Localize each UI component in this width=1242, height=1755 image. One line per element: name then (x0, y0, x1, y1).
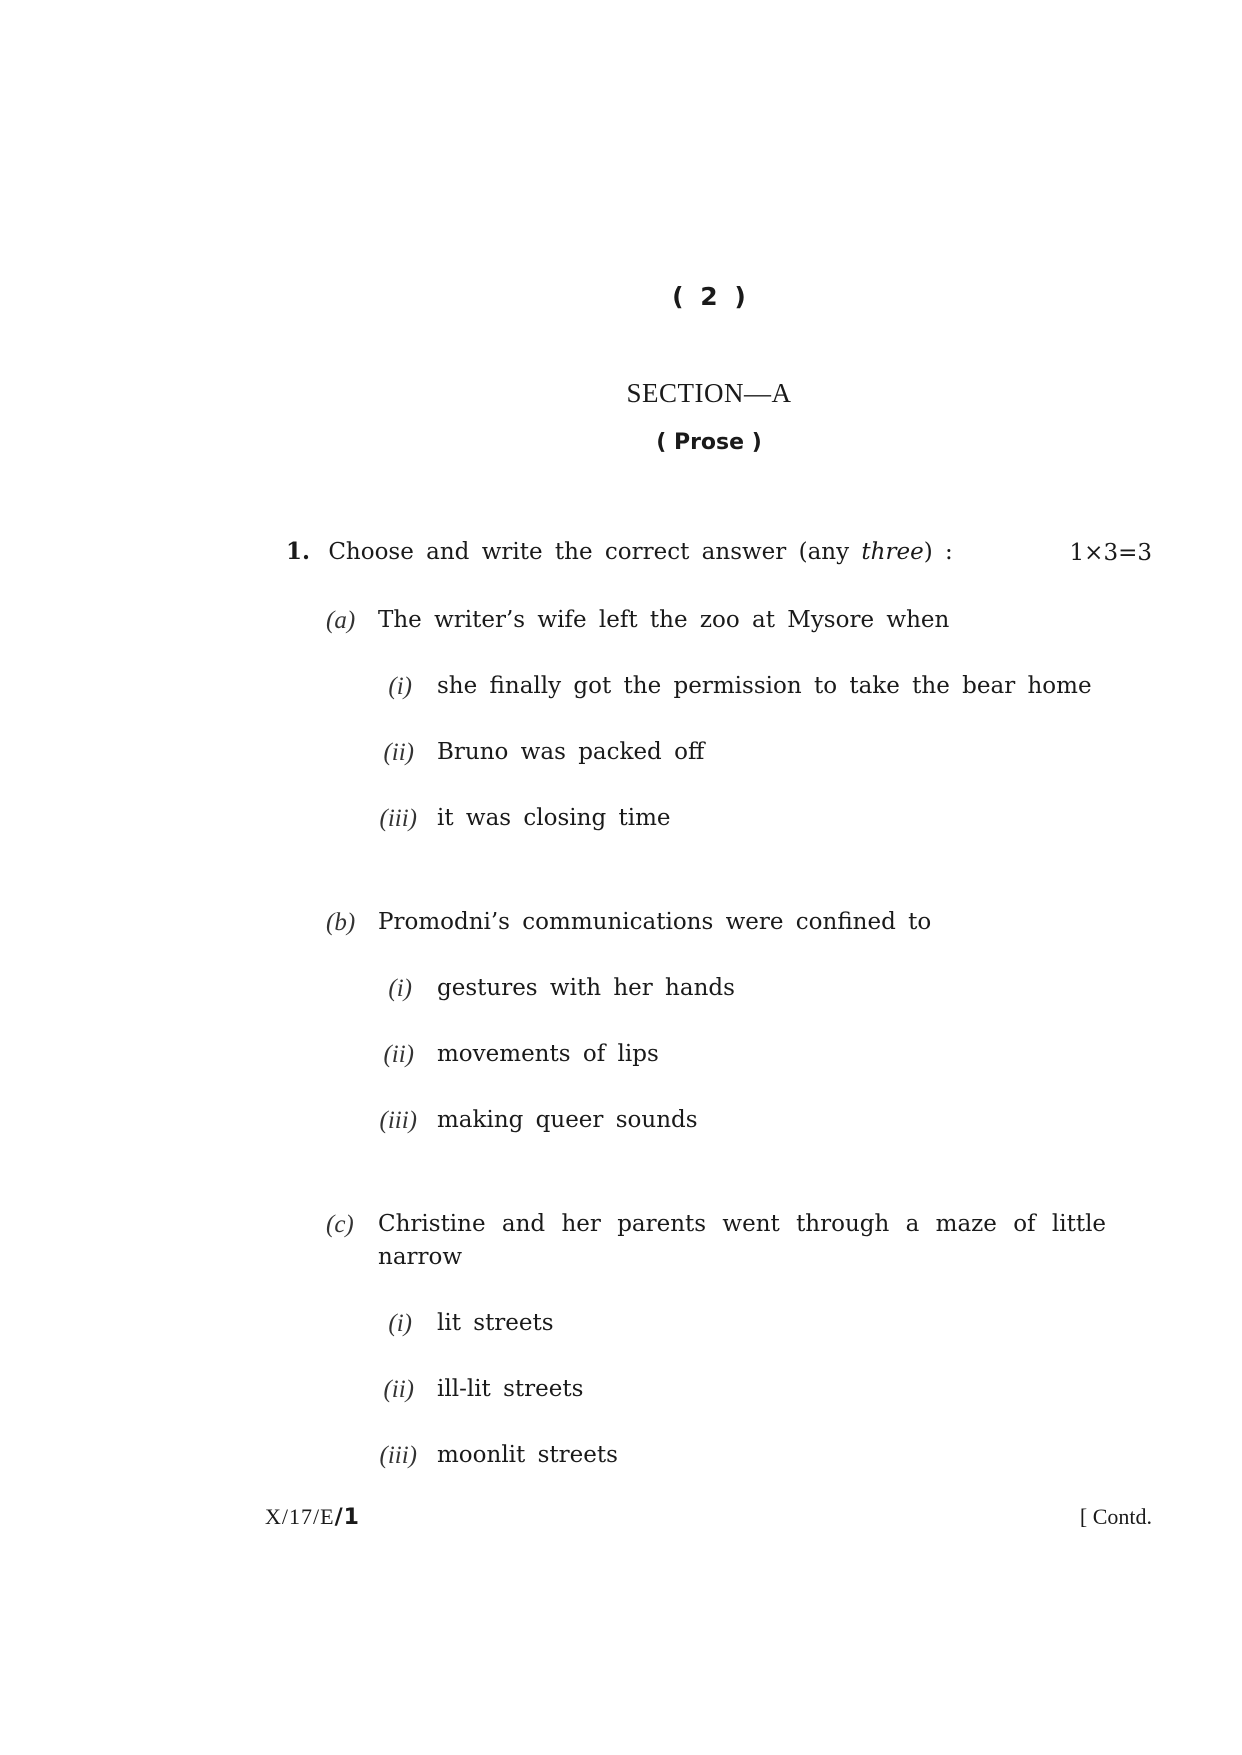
question-prompt (286, 538, 953, 565)
part-a-option-1: she finally got the permission to take the bear home (437, 673, 1092, 699)
part-b-stem: Promodni’s communications were confined to (378, 909, 932, 935)
part-c-option-3-label: (iii) (379, 1442, 417, 1469)
part-b-option-2: movements of lips (437, 1041, 659, 1067)
part-a-label: (a) (326, 607, 356, 634)
part-a-option-3-label: (iii) (379, 805, 417, 832)
prompt-start: Choose and write the correct answer (any (328, 539, 862, 565)
part-b-option-2-label: (ii) (383, 1041, 414, 1068)
part-b-option-3-label: (iii) (379, 1107, 417, 1134)
prompt-emphasis: three (861, 539, 924, 565)
paper-code (265, 1504, 360, 1530)
part-c-option-2-label: (ii) (383, 1376, 414, 1403)
part-c-option-1: lit streets (437, 1310, 554, 1336)
paper-code-prefix: X/17/E (265, 1504, 335, 1529)
prompt-end: ) : (923, 539, 953, 565)
part-c-label: (c) (326, 1211, 354, 1238)
marks-allocation: 1×3=3 (1069, 540, 1152, 566)
part-a-option-1-label: (i) (388, 673, 412, 700)
section-title: SECTION—A (626, 378, 792, 408)
continued-marker: [ Contd. (1079, 1504, 1152, 1529)
part-b-option-1: gestures with her hands (437, 975, 735, 1001)
paper-code-suffix: /1 (334, 1505, 360, 1530)
part-c-option-1-label: (i) (388, 1310, 412, 1337)
part-c-stem-line1: Christine and her parents went through a maze of little (378, 1211, 1107, 1237)
part-a-stem: The writer’s wife left the zoo at Mysore when (378, 607, 950, 633)
part-c-option-3: moonlit streets (437, 1442, 618, 1468)
part-a-option-2: Bruno was packed off (437, 739, 705, 765)
part-a-option-3: it was closing time (437, 805, 671, 831)
question-number: 1. (286, 538, 311, 565)
part-c-option-2: ill-lit streets (437, 1376, 584, 1402)
part-b-option-3: making queer sounds (437, 1107, 698, 1133)
page-number: ( 2 ) (672, 282, 746, 311)
part-b-label: (b) (326, 909, 356, 936)
part-b-option-1-label: (i) (388, 975, 412, 1002)
section-subtitle: ( Prose ) (656, 430, 762, 455)
part-c-stem-line2: narrow (378, 1244, 463, 1270)
part-a-option-2-label: (ii) (383, 739, 414, 766)
